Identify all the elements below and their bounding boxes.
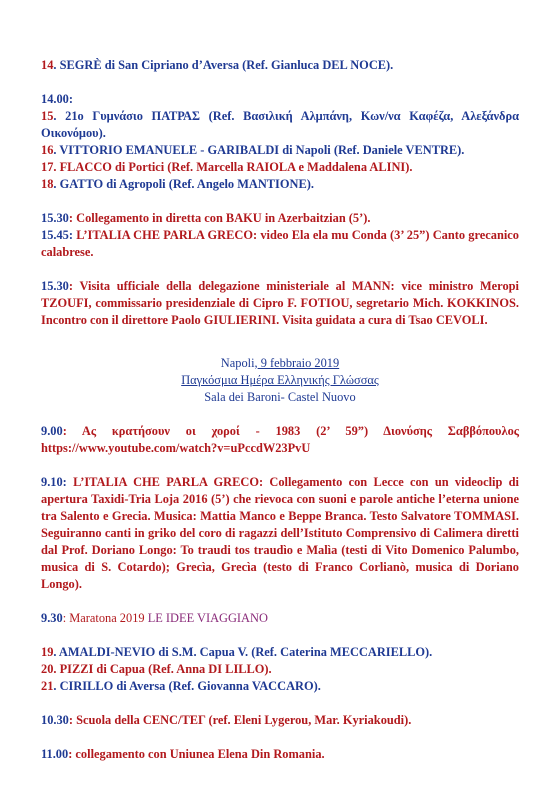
event-time: 9.10:	[41, 475, 74, 489]
event-text: : collegamento con Uniunea Elena Din Romania.	[68, 747, 325, 761]
event-text: : Maratona 2019	[62, 611, 148, 625]
item-text: . VITTORIO EMANUELE - GARIBALDI di Napoli (Ref. Daniele VENTRE).	[53, 143, 465, 157]
item-text: . FLACCO di Portici (Ref. Marcella RAIOLA e Maddalena ALINI).	[53, 160, 413, 174]
item-number: 21	[41, 679, 54, 693]
item-number: 17	[41, 160, 54, 174]
schedule-line-14	[41, 57, 519, 74]
event-time: 15.45:	[41, 228, 74, 242]
schedule-line-20	[41, 661, 519, 678]
item-number: 15	[41, 109, 54, 123]
event-time: 9.30	[41, 611, 63, 625]
item-text: . SEGRÈ di San Cipriano d’Aversa (Ref. Gianluca DEL NOCE).	[53, 58, 394, 72]
event-time: 11.00	[41, 747, 69, 761]
item-text: . PIZZI di Capua (Ref. Anna DI LILLO).	[53, 662, 272, 676]
event-930-maratona	[41, 610, 519, 627]
event-text: L’ITALIA CHE PARLA GRECO: video Ela ela mu Conda (3’ 25”) Canto grecanico calabrese.	[41, 228, 519, 259]
time-heading-1400: 14.00:	[41, 92, 74, 106]
item-text: . CIRILLO di Aversa (Ref. Giovanna VACCARO).	[53, 679, 321, 693]
schedule-line-16	[41, 142, 519, 159]
event-time: 15.30	[41, 279, 69, 293]
schedule-line-18	[41, 176, 519, 193]
header-venue: Sala dei Baroni- Castel Nuovo	[204, 390, 356, 404]
header-place-date	[41, 355, 519, 372]
item-number: 18	[41, 177, 54, 191]
event-text: : Collegamento in diretta con BAKU in Azerbaitzian (5’).	[68, 211, 371, 225]
event-text: : Scuola della CENC/ΤΕΓ (ref. Eleni Lygerou, Mar. Kyriakoudi).	[68, 713, 412, 727]
event-900-song	[41, 423, 519, 457]
schedule-line-17	[41, 159, 519, 176]
event-910-lecce	[41, 474, 519, 593]
event-1530-baku	[41, 210, 519, 227]
item-text: . GATTO di Agropoli (Ref. Angelo MANTIONE).	[53, 177, 314, 191]
header-date: 9 febbraio 2019	[257, 356, 340, 370]
item-text: . 21ο Γυμνάσιο ΠΑΤΡΑΣ (Ref. Βασιλική Αλμπάνη, Κων/να Καφέζα, Αλεξάνδρα Οικονόμου).	[41, 109, 519, 140]
schedule-line-19	[41, 644, 519, 661]
event-1100-romania	[41, 746, 519, 763]
event-1030-school	[41, 712, 519, 729]
event-1545-video	[41, 227, 519, 261]
item-text: . AMALDI-NEVIO di S.M. Capua V. (Ref. Caterina MECCARIELLO).	[53, 645, 433, 659]
item-number: 14	[41, 58, 54, 72]
event-text: : Visita ufficiale della delegazione ministeriale al MANN: vice ministro Meropi TZOUFI, commissario presidenziale di Cipro F. FOTIOU, segretario Mich. KOKKINOS. Incontro con il direttore Paolo GIULIERINI. Visita guidata a cura di Tsao CEVOLI.	[41, 279, 519, 327]
header-place: Napoli,	[220, 356, 258, 370]
event-text: L’ITALIA CHE PARLA GRECO: Collegamento con Lecce con un videoclip di apertura Taxidi-Tria Loja 2016 (5’) che rievoca con suoni e parole antiche l’eterna unione tra Salento e Grecia. Musica: Mattia Manco e Beppe Branca. Testo Salvatore TOMMASI. Seguiranno canti in griko del coro di ragazzi dell’Istituto Comprensivo di Calimera diretti dal Prof. Doriano Longo: To traudi tos traudìo e Malìa (testi di Vito Domenico Palumbo, musica di S. Cotardo); Grecìa, Grecìa (testo di Franco Corlianò, musica di Doriano Longo).	[41, 475, 519, 591]
event-time: 9.00	[41, 424, 63, 438]
item-number: 19	[41, 645, 54, 659]
event-time: 10.30	[41, 713, 69, 727]
event-time: 15.30	[41, 211, 69, 225]
header-greek-title: Παγκόσμια Ημέρα Ελληνικής Γλώσσας	[181, 373, 379, 387]
schedule-line-15	[41, 108, 519, 142]
event-highlight: LE IDEE VIAGGIANO	[147, 611, 268, 625]
item-number: 20	[41, 662, 54, 676]
schedule-line-21	[41, 678, 519, 695]
item-number: 16	[41, 143, 54, 157]
event-text: : Ας κρατήσουν οι χοροί - 1983 (2’ 59”) Διονύσης Σαββόπουλος https://www.youtube.com/watch?v=uPccdW23PvU	[41, 424, 519, 455]
event-1530-mann-visit	[41, 278, 519, 329]
